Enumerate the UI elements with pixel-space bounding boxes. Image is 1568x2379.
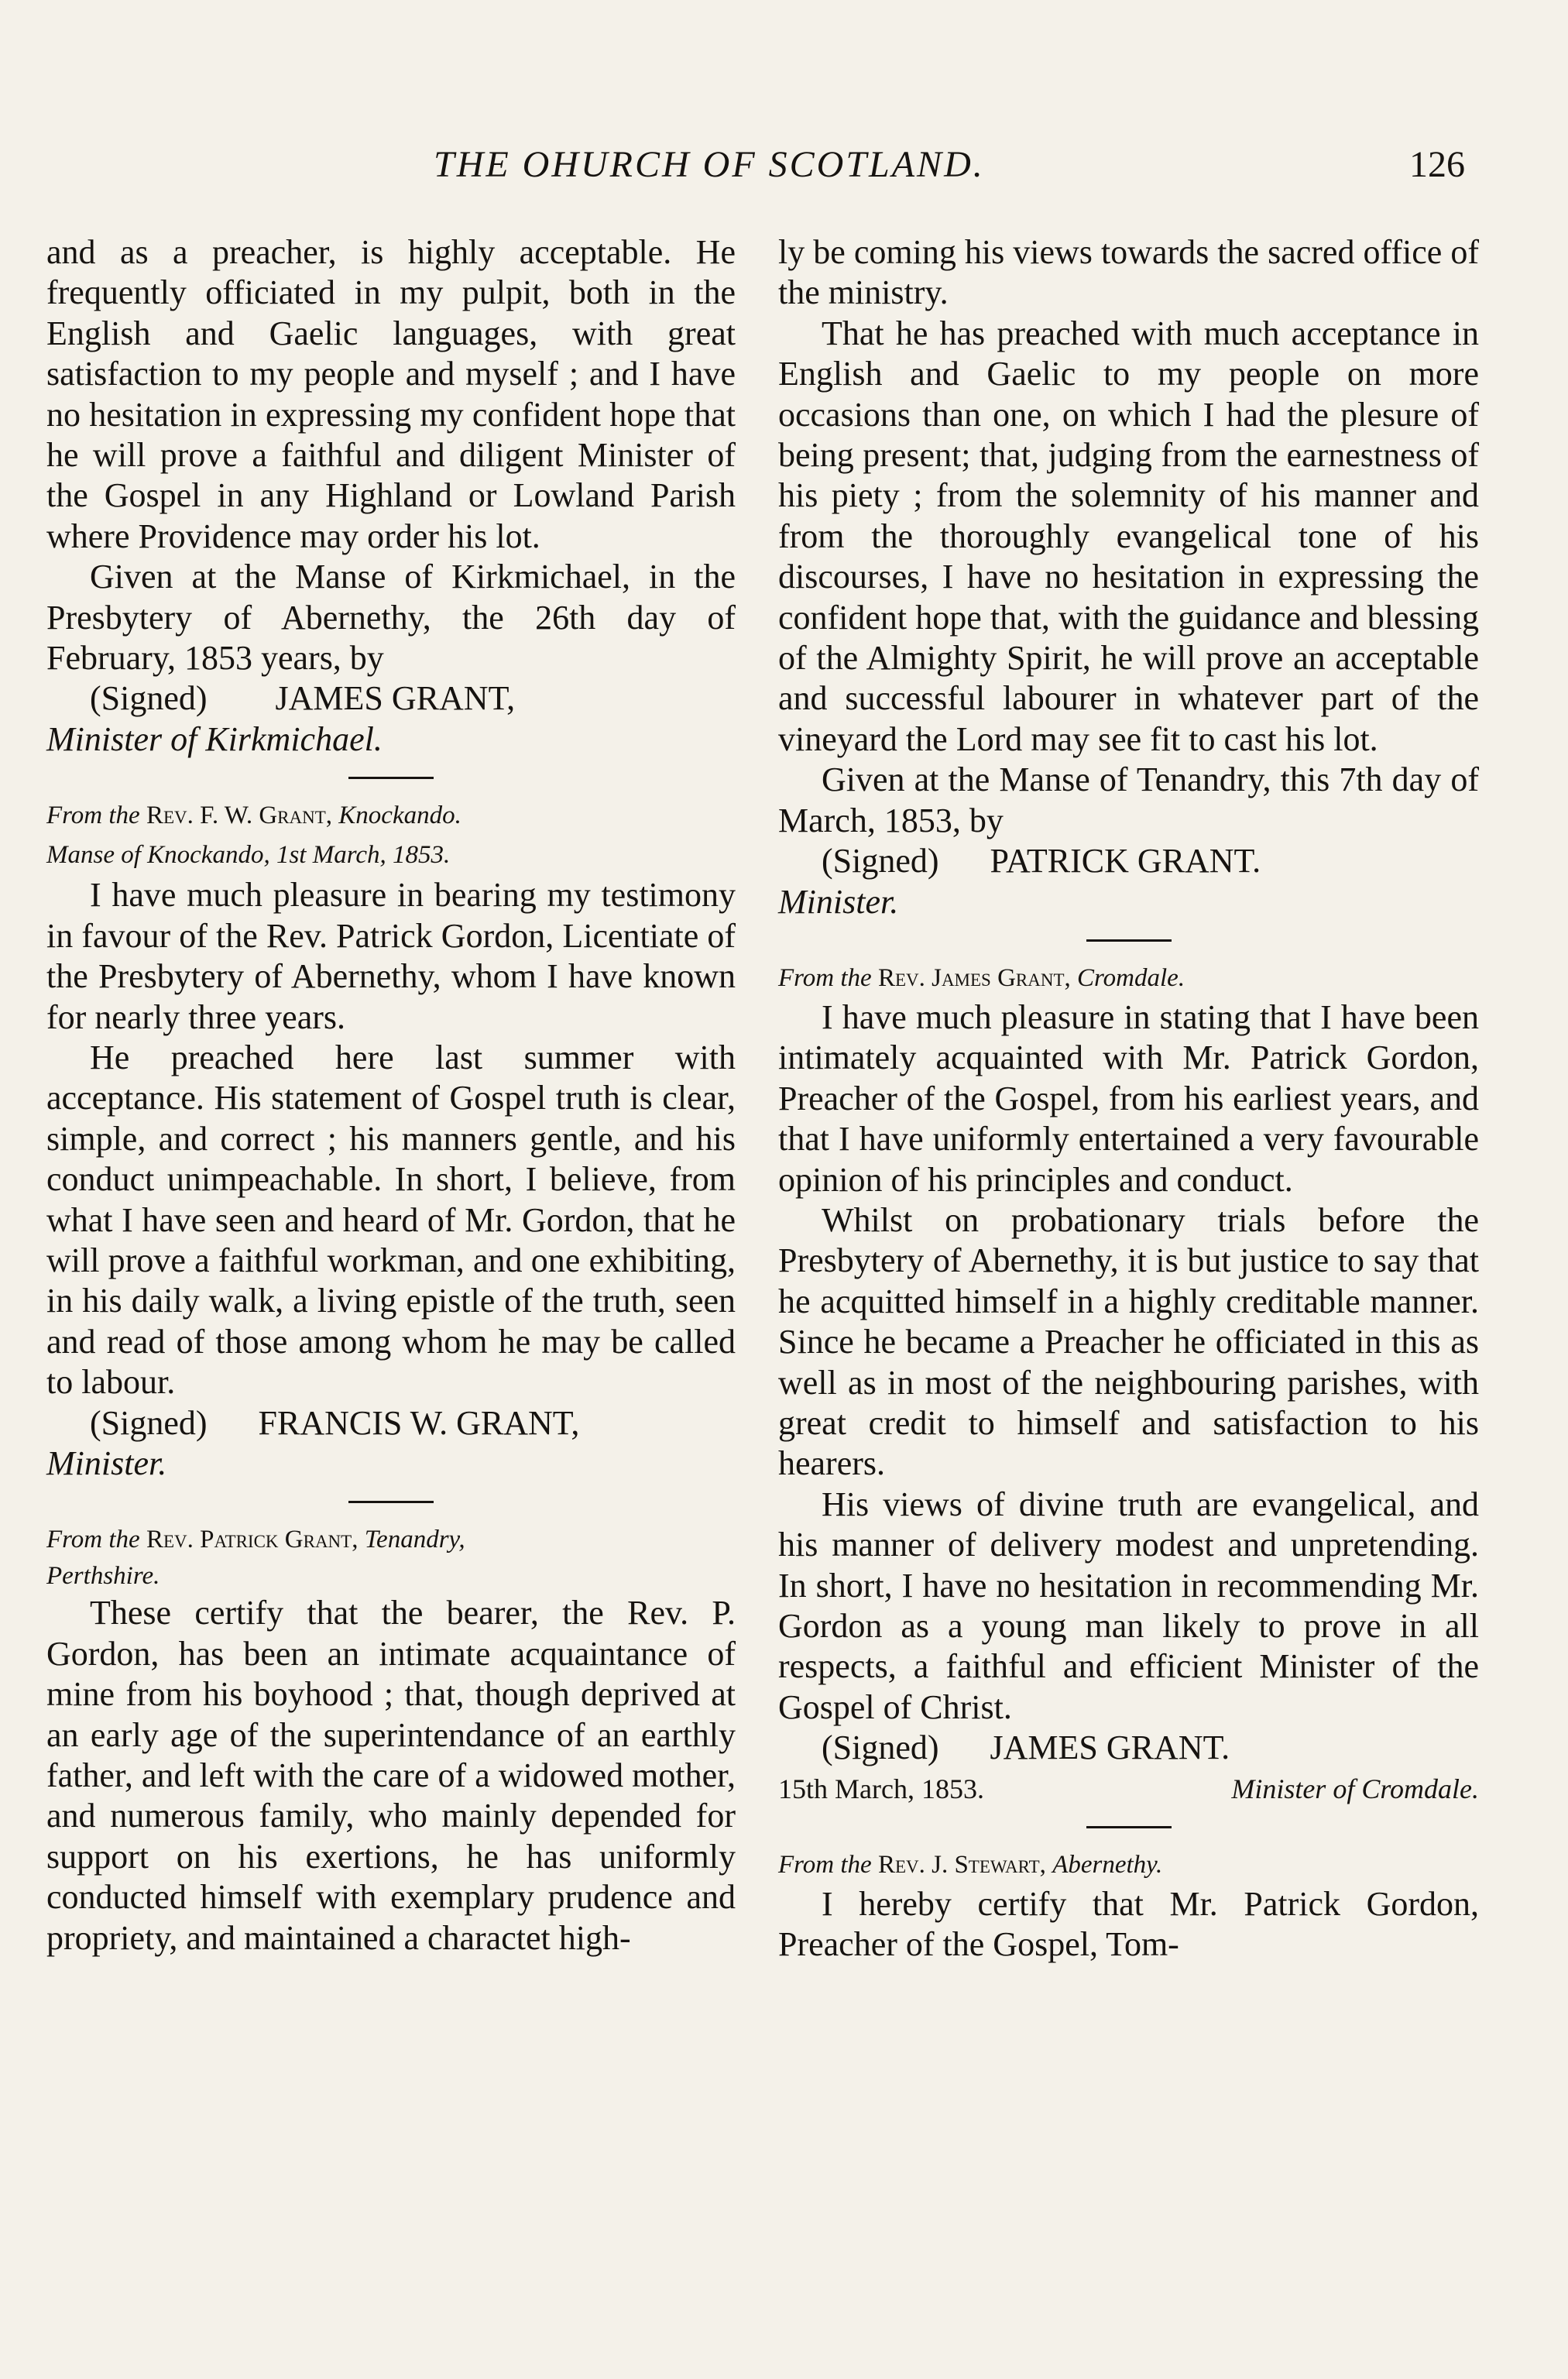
running-title: THE OHURCH OF SCOTLAND. xyxy=(434,144,985,185)
letter4-paragraph-2: Whilst on probationary trials before the Presbytery of Abernethy, it is but justice to say that he acquitted himself in a highly creditable manner. Since he became a Preacher he officiated in this as well as in most of the neighbouring parishes, with great credit to himself and satisfaction to his hearers. xyxy=(778,1200,1479,1483)
letter3-paragraph-continued: ly be coming his views towards the sacred office of the ministry. xyxy=(778,233,1479,312)
from-prefix: From the xyxy=(778,1850,872,1879)
letter2-paragraph-1: I have much pleasure in bearing my testimony in favour of the Rev. Patrick Gordon, Licentiate of the Presbytery of Abernethy, whom I have known for nearly three years. xyxy=(46,876,736,1036)
from-rev: Rev. J. Stewart, xyxy=(877,1850,1046,1879)
from-place: Abernethy. xyxy=(1052,1850,1163,1879)
letter1-paragraph-2: Given at the Manse of Kirkmichael, in the Presbytery of Abernethy, the 26th day of February, 1853 years, by xyxy=(46,558,736,678)
section-divider xyxy=(1086,939,1172,942)
letter4-date-and-title xyxy=(778,1769,1479,1809)
from-prefix: From the xyxy=(46,802,140,830)
letter3-paragraph-2: That he has preached with much acceptance in English and Gaelic to my people on more occasions than one, on which I had the plesure of being present; that, judging from the earnestness of his piety ; from the solemnity of his manner and from the thoroughly evangelical tone of his discourses, I have no hesitation in expressing the confident hope that, with the guidance and blessing of the Almighty Spirit, he will prove an acceptable and successful labourer in whatever part of the vineyard the Lord may see fit to cast his lot. xyxy=(778,314,1479,758)
letter4-date: 15th March, 1853. xyxy=(778,1773,984,1804)
right-column xyxy=(778,232,1479,1965)
letter3-from-place-continued: Perthshire. xyxy=(46,1562,160,1591)
letter4-signature-title: Minister of Cromdale. xyxy=(1231,1773,1479,1804)
letter1-signature: (Signed) JAMES GRANT, xyxy=(90,679,516,718)
from-prefix: From the xyxy=(46,1526,140,1554)
page-number: 126 xyxy=(1409,144,1465,185)
letter3-signature-title: Minister. xyxy=(778,882,899,921)
letter5-from-line xyxy=(778,1845,1479,1884)
letter1-signature-title: Minister of Kirkmichael. xyxy=(46,719,383,758)
section-divider xyxy=(1086,1826,1172,1828)
from-place: Knockando. xyxy=(338,802,461,830)
letter3-paragraph-3: Given at the Manse of Tenandry, this 7th day of March, 1853, by xyxy=(778,760,1479,839)
from-prefix: From the xyxy=(778,963,872,992)
letter2-from-line xyxy=(46,796,736,835)
from-rev: Rev. James Grant, xyxy=(877,963,1071,992)
from-place: Tenandry, xyxy=(364,1526,465,1554)
letter3-from-line xyxy=(46,1520,736,1559)
letter5-paragraph-1: I hereby certify that Mr. Patrick Gordon, Preacher of the Gospel, Tom- xyxy=(778,1884,1479,1964)
page-header xyxy=(0,0,1568,186)
letter4-from-line xyxy=(778,959,1479,997)
letter2-signature: (Signed) FRANCIS W. GRANT, xyxy=(90,1403,580,1442)
letter4-signature: (Signed) JAMES GRANT. xyxy=(822,1728,1230,1767)
letter4-paragraph-1: I have much pleasure in stating that I have been intimately acquainted with Mr. Patrick Gordon, Preacher of the Gospel, from his earliest years, and that I have uniformly entertained a very favourable opinion of his principles and conduct. xyxy=(778,997,1479,1199)
letter3-signature: (Signed) PATRICK GRANT. xyxy=(822,842,1261,881)
letter3-paragraph-1: These certify that the bearer, the Rev. P. Gordon, has been an intimate acquaintance of mine from his boyhood ; that, though deprived at an early age of the superintendance of an earthly father, and left with the care of a widowed mother, and numerous family, who mainly depended for support on his exertions, he has uniformly conducted himself with exemplary prudence and propriety, and maintained a charactet high- xyxy=(46,1594,736,1957)
letter4-paragraph-3: His views of divine truth are evangelical, and his manner of delivery modest and unpretending. In short, I have no hesitation in recommending Mr. Gordon as a young man likely to prove in all respects, a faithful and efficient Minister of the Gospel of Christ. xyxy=(778,1485,1479,1726)
from-place: Cromdale. xyxy=(1077,963,1185,992)
letter1-paragraph-1: and as a preacher, is highly acceptable. He frequently officiated in my pulpit, both in the English and Gaelic languages, with great satisfaction to my people and myself ; and I have no hesitation in expressing my confident hope that he will prove a faithful and diligent Minister of the Gospel in any Highland or Lowland Parish where Providence may order his lot. xyxy=(46,233,736,555)
letter2-signature-title: Minister. xyxy=(46,1444,167,1482)
from-rev: Rev. Patrick Grant, xyxy=(146,1526,359,1554)
from-rev: Rev. F. W. Grant, xyxy=(146,802,333,830)
letter2-paragraph-2: He preached here last summer with acceptance. His statement of Gospel truth is clear, simple, and correct ; his manners gentle, and his conduct unimpeachable. In short, I believe, from what I have seen and heard of Mr. Gordon, that he will prove a faithful workman, and one exhibiting, in his daily walk, a living epistle of the truth, seen and read of those among whom he may be called to labour. xyxy=(46,1038,736,1402)
section-divider xyxy=(348,777,434,779)
left-column xyxy=(46,232,736,1958)
letter2-dateline: Manse of Knockando, 1st March, 1853. xyxy=(46,841,451,870)
section-divider xyxy=(348,1501,434,1503)
